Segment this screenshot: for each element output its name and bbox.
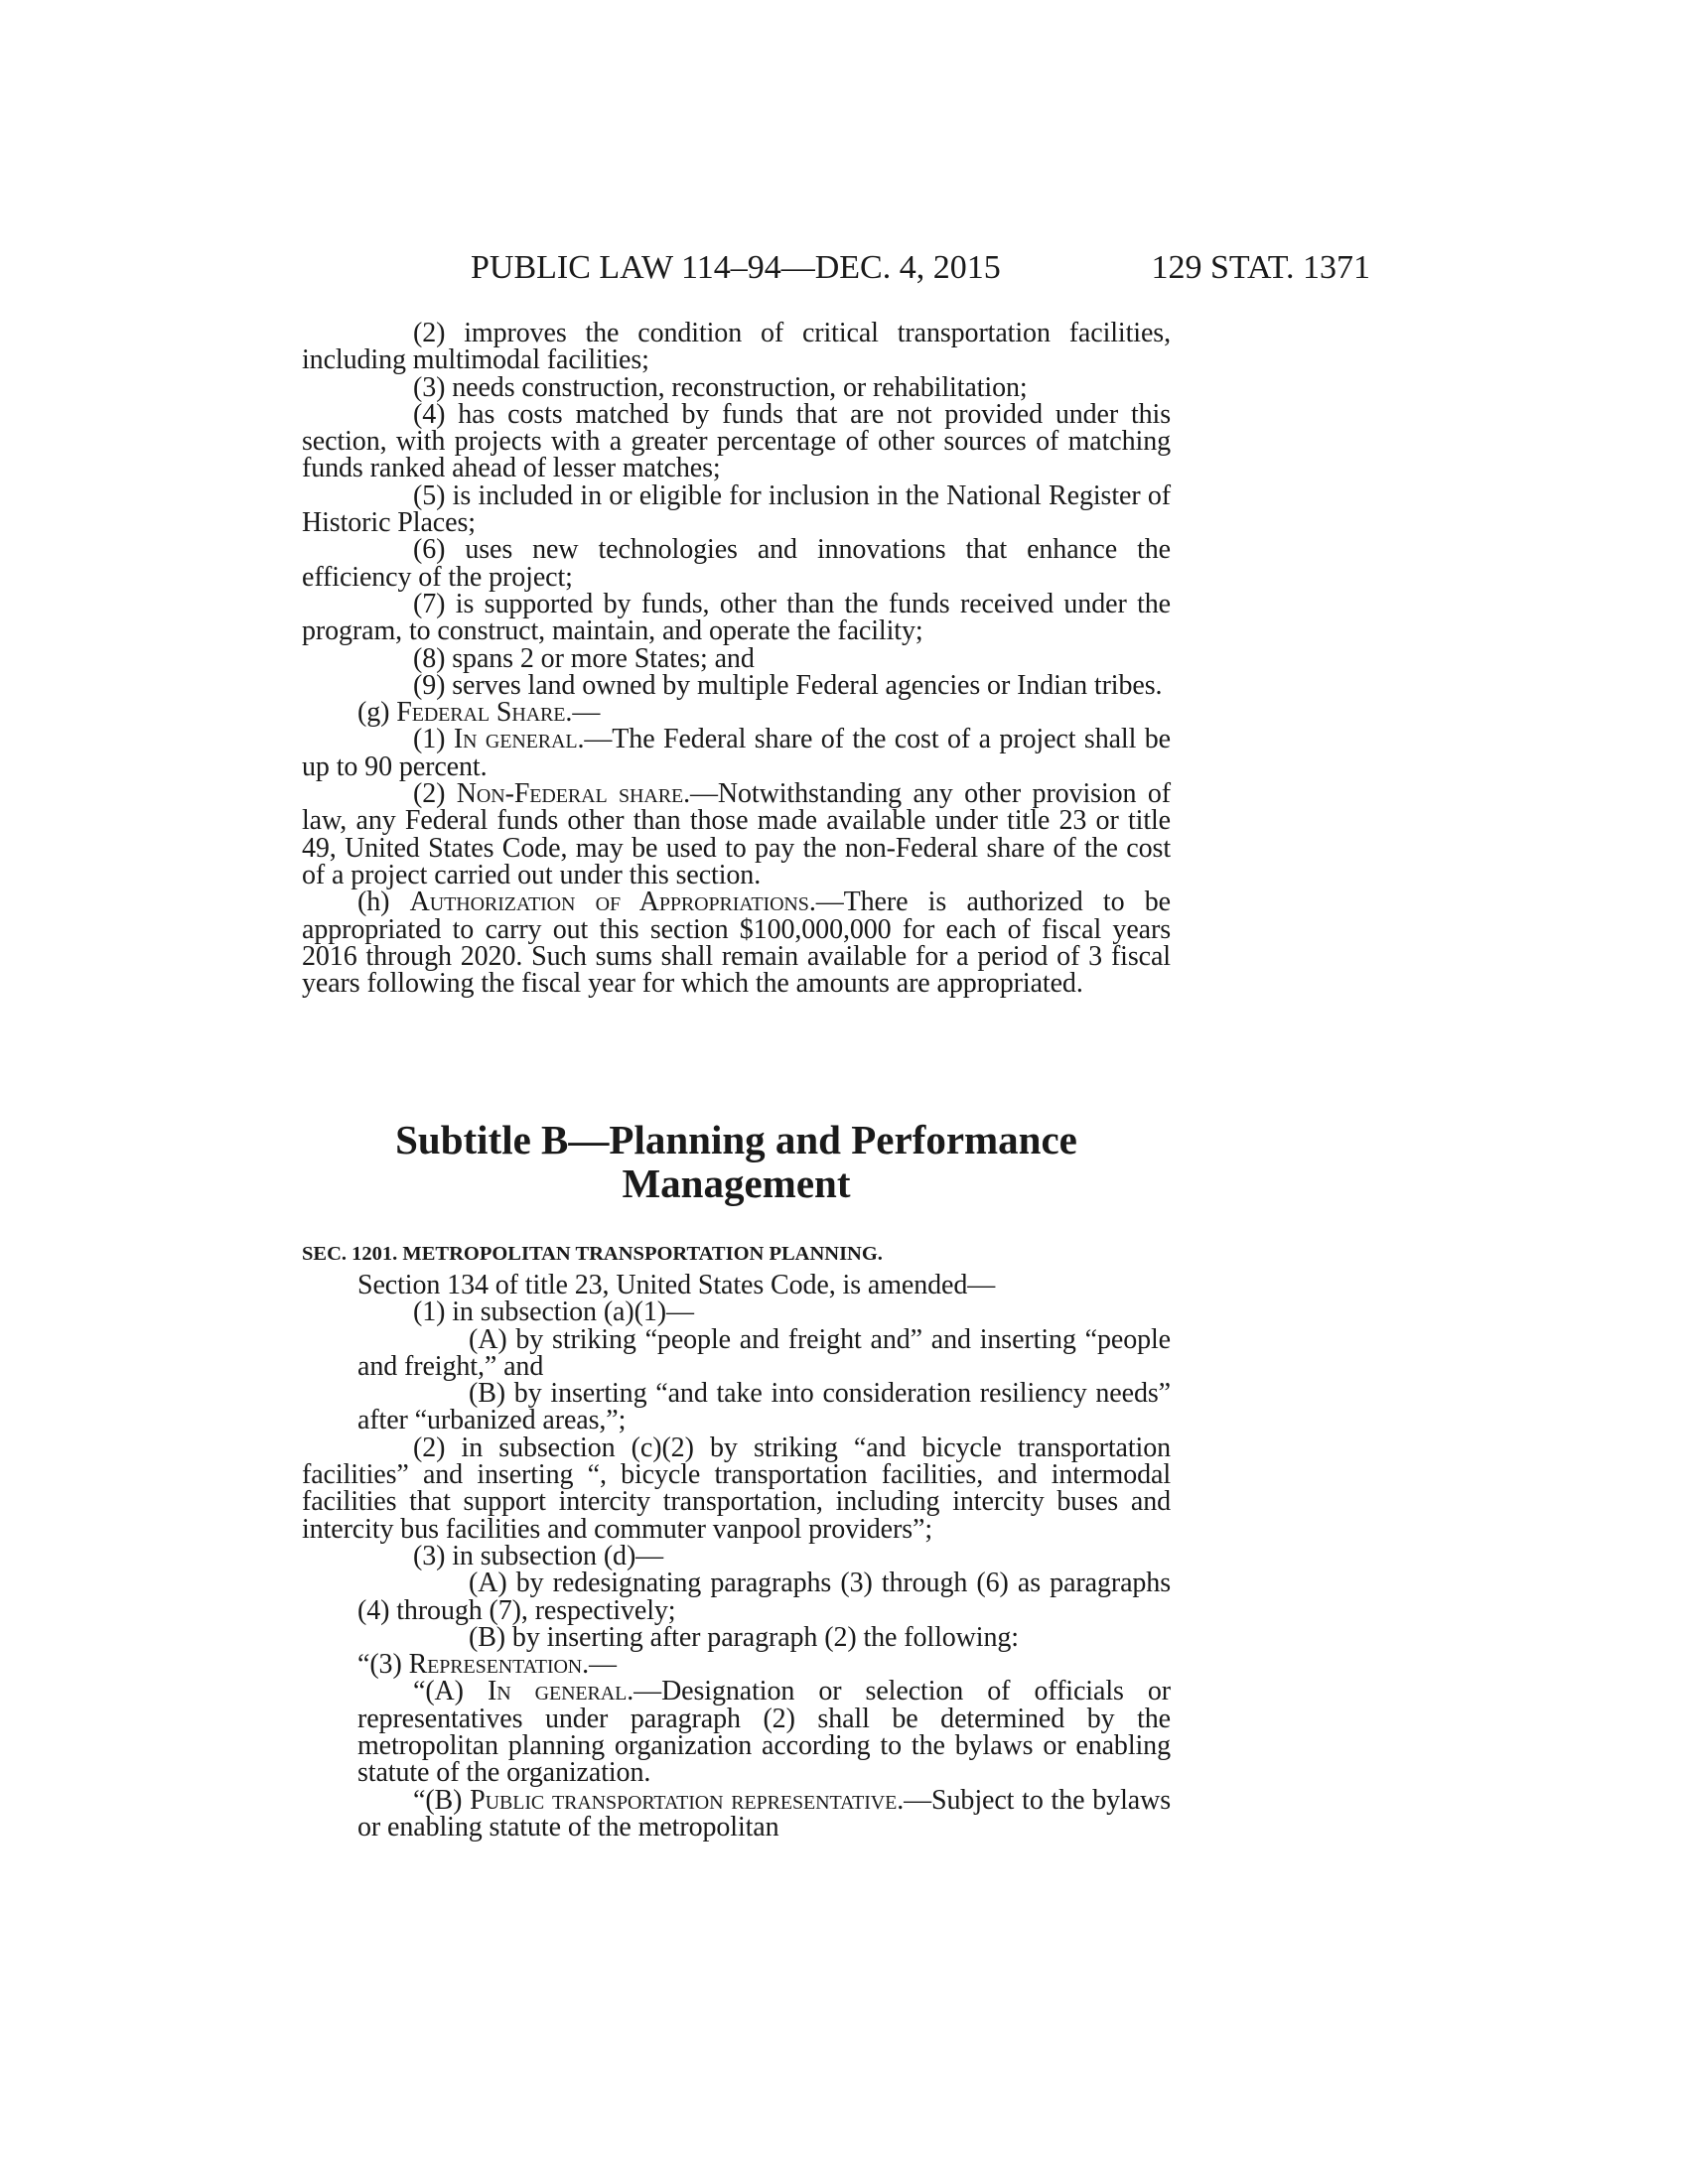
inserted-paragraph-3b (302, 1784, 1171, 1843)
criterion-4: (4) has costs matched by funds that are not provided under this section, with projects with a greater percentage of other sources of matching funds ranked ahead of lesser matches; (302, 398, 1171, 484)
inserted-3a-text: .—Designation or selection of officials or representatives under paragraph (2) shall be determined by the metropolitan planning organization according to the bylaws or enabling statute of the organization. (357, 1676, 1171, 1789)
subsection-h (302, 887, 1171, 1000)
inserted-3-dash: .— (582, 1649, 617, 1681)
inserted-paragraph-3a (302, 1676, 1171, 1789)
section-heading: SEC. 1201. METROPOLITAN TRANSPORTATION PLANNING. (302, 1243, 883, 1265)
section-intro: Section 134 of title 23, United States Code, is amended— (357, 1270, 996, 1300)
subsection-g-paragraph-1 (302, 726, 1171, 780)
paragraph-2-heading: Non-Federal share (456, 778, 684, 810)
subsection-g-dash: .— (565, 697, 601, 729)
paragraph-1-text: .—The Federal share of the cost of a project shall be up to 90 percent. (302, 724, 1171, 782)
subsection-h-text: .—There is authorized to be appropriated to carry out this section $100,000,000 for each of fiscal years 2016 through 2020. Such sums shall remain available for a period of 3 fiscal years following the fiscal year for which the amounts are appropriated. (302, 887, 1171, 1000)
inserted-3-title: Representation (408, 1649, 583, 1681)
criterion-8: (8) spans 2 or more States; and (413, 642, 755, 674)
criterion-5: (5) is included in or eligible for inclusion in the National Register of Historic Places; (302, 479, 1171, 539)
criterion-7: (7) is supported by funds, other than the funds received under the program, to construct, maintain, and operate the facility; (302, 588, 1171, 647)
inserted-3b-text: .—Subject to the bylaws or enabling statute of the metropolitan (357, 1784, 1171, 1843)
amendment-3a: (A) by redesignating paragraphs (3) through (6) as paragraphs (4) through (7), respectively; (357, 1568, 1171, 1626)
statute-page-number: 129 STAT. 1371 (1151, 249, 1370, 286)
amendment-3b: (B) by inserting after paragraph (2) the following: (469, 1621, 1019, 1653)
inserted-3b-heading: Public transportation representative (470, 1784, 898, 1816)
running-header-title: PUBLIC LAW 114–94—DEC. 4, 2015 (471, 249, 1001, 286)
criterion-9: (9) serves land owned by multiple Federal agencies or Indian tribes. (413, 669, 1163, 701)
subtitle-heading (302, 1118, 1171, 1205)
inserted-3-marker: “(3) (357, 1649, 409, 1681)
criteria-and-funding-text (302, 318, 1171, 1000)
amendment-1a: (A) by striking “people and freight and” and inserting “people and freight,” and (357, 1323, 1171, 1382)
amendment-3: (3) in subsection (d)— (413, 1540, 664, 1571)
subsection-g-marker: (g) (357, 697, 397, 729)
inserted-paragraph-3-heading (302, 1649, 1171, 1681)
subtitle-line-1: Subtitle B—Planning and Performance (395, 1117, 1077, 1162)
amendment-2: (2) in subsection (c)(2) by striking “and bicycle transportation facilities” and inserting “, bicycle transportation facilities, and intermodal facilities that support intercity transportation, including intercity buses and intercity bus facilities and commuter vanpool providers”; (302, 1432, 1171, 1545)
paragraph-2-marker: (2) (413, 778, 457, 810)
criterion-2: (2) improves the condition of critical transportation facilities, including multimodal facilities; (302, 318, 1171, 376)
criterion-6: (6) uses new technologies and innovations that enhance the efficiency of the project; (302, 534, 1171, 593)
paragraph-1-marker: (1) (413, 724, 454, 755)
amendment-1b: (B) by inserting “and take into consideration resiliency needs” after “urbanized areas,”; (357, 1378, 1171, 1436)
section-1201-text (302, 1272, 1171, 1841)
subsection-g-heading (302, 697, 1171, 729)
subsection-g-paragraph-2 (302, 780, 1171, 888)
subsection-h-heading: Authorization of Appropriations (409, 887, 809, 918)
inserted-3a-heading: In general (487, 1676, 628, 1707)
subtitle-line-2: Management (622, 1160, 851, 1206)
inserted-3a-marker: “(A) (413, 1676, 488, 1707)
inserted-3b-marker: “(B) (413, 1784, 471, 1816)
amendment-1: (1) in subsection (a)(1)— (413, 1297, 694, 1328)
subsection-h-marker: (h) (357, 887, 410, 918)
subsection-g-title: Federal Share (396, 697, 566, 729)
paragraph-2-text: .—Notwithstanding any other provision of law, any Federal funds other than those made available under title 23 or title 49, United States Code, may be used to pay the non-Federal share of the cost of a project carried out under this section. (302, 778, 1171, 890)
paragraph-1-heading: In general (453, 724, 578, 755)
criterion-3: (3) needs construction, reconstruction, or rehabilitation; (413, 371, 1028, 403)
